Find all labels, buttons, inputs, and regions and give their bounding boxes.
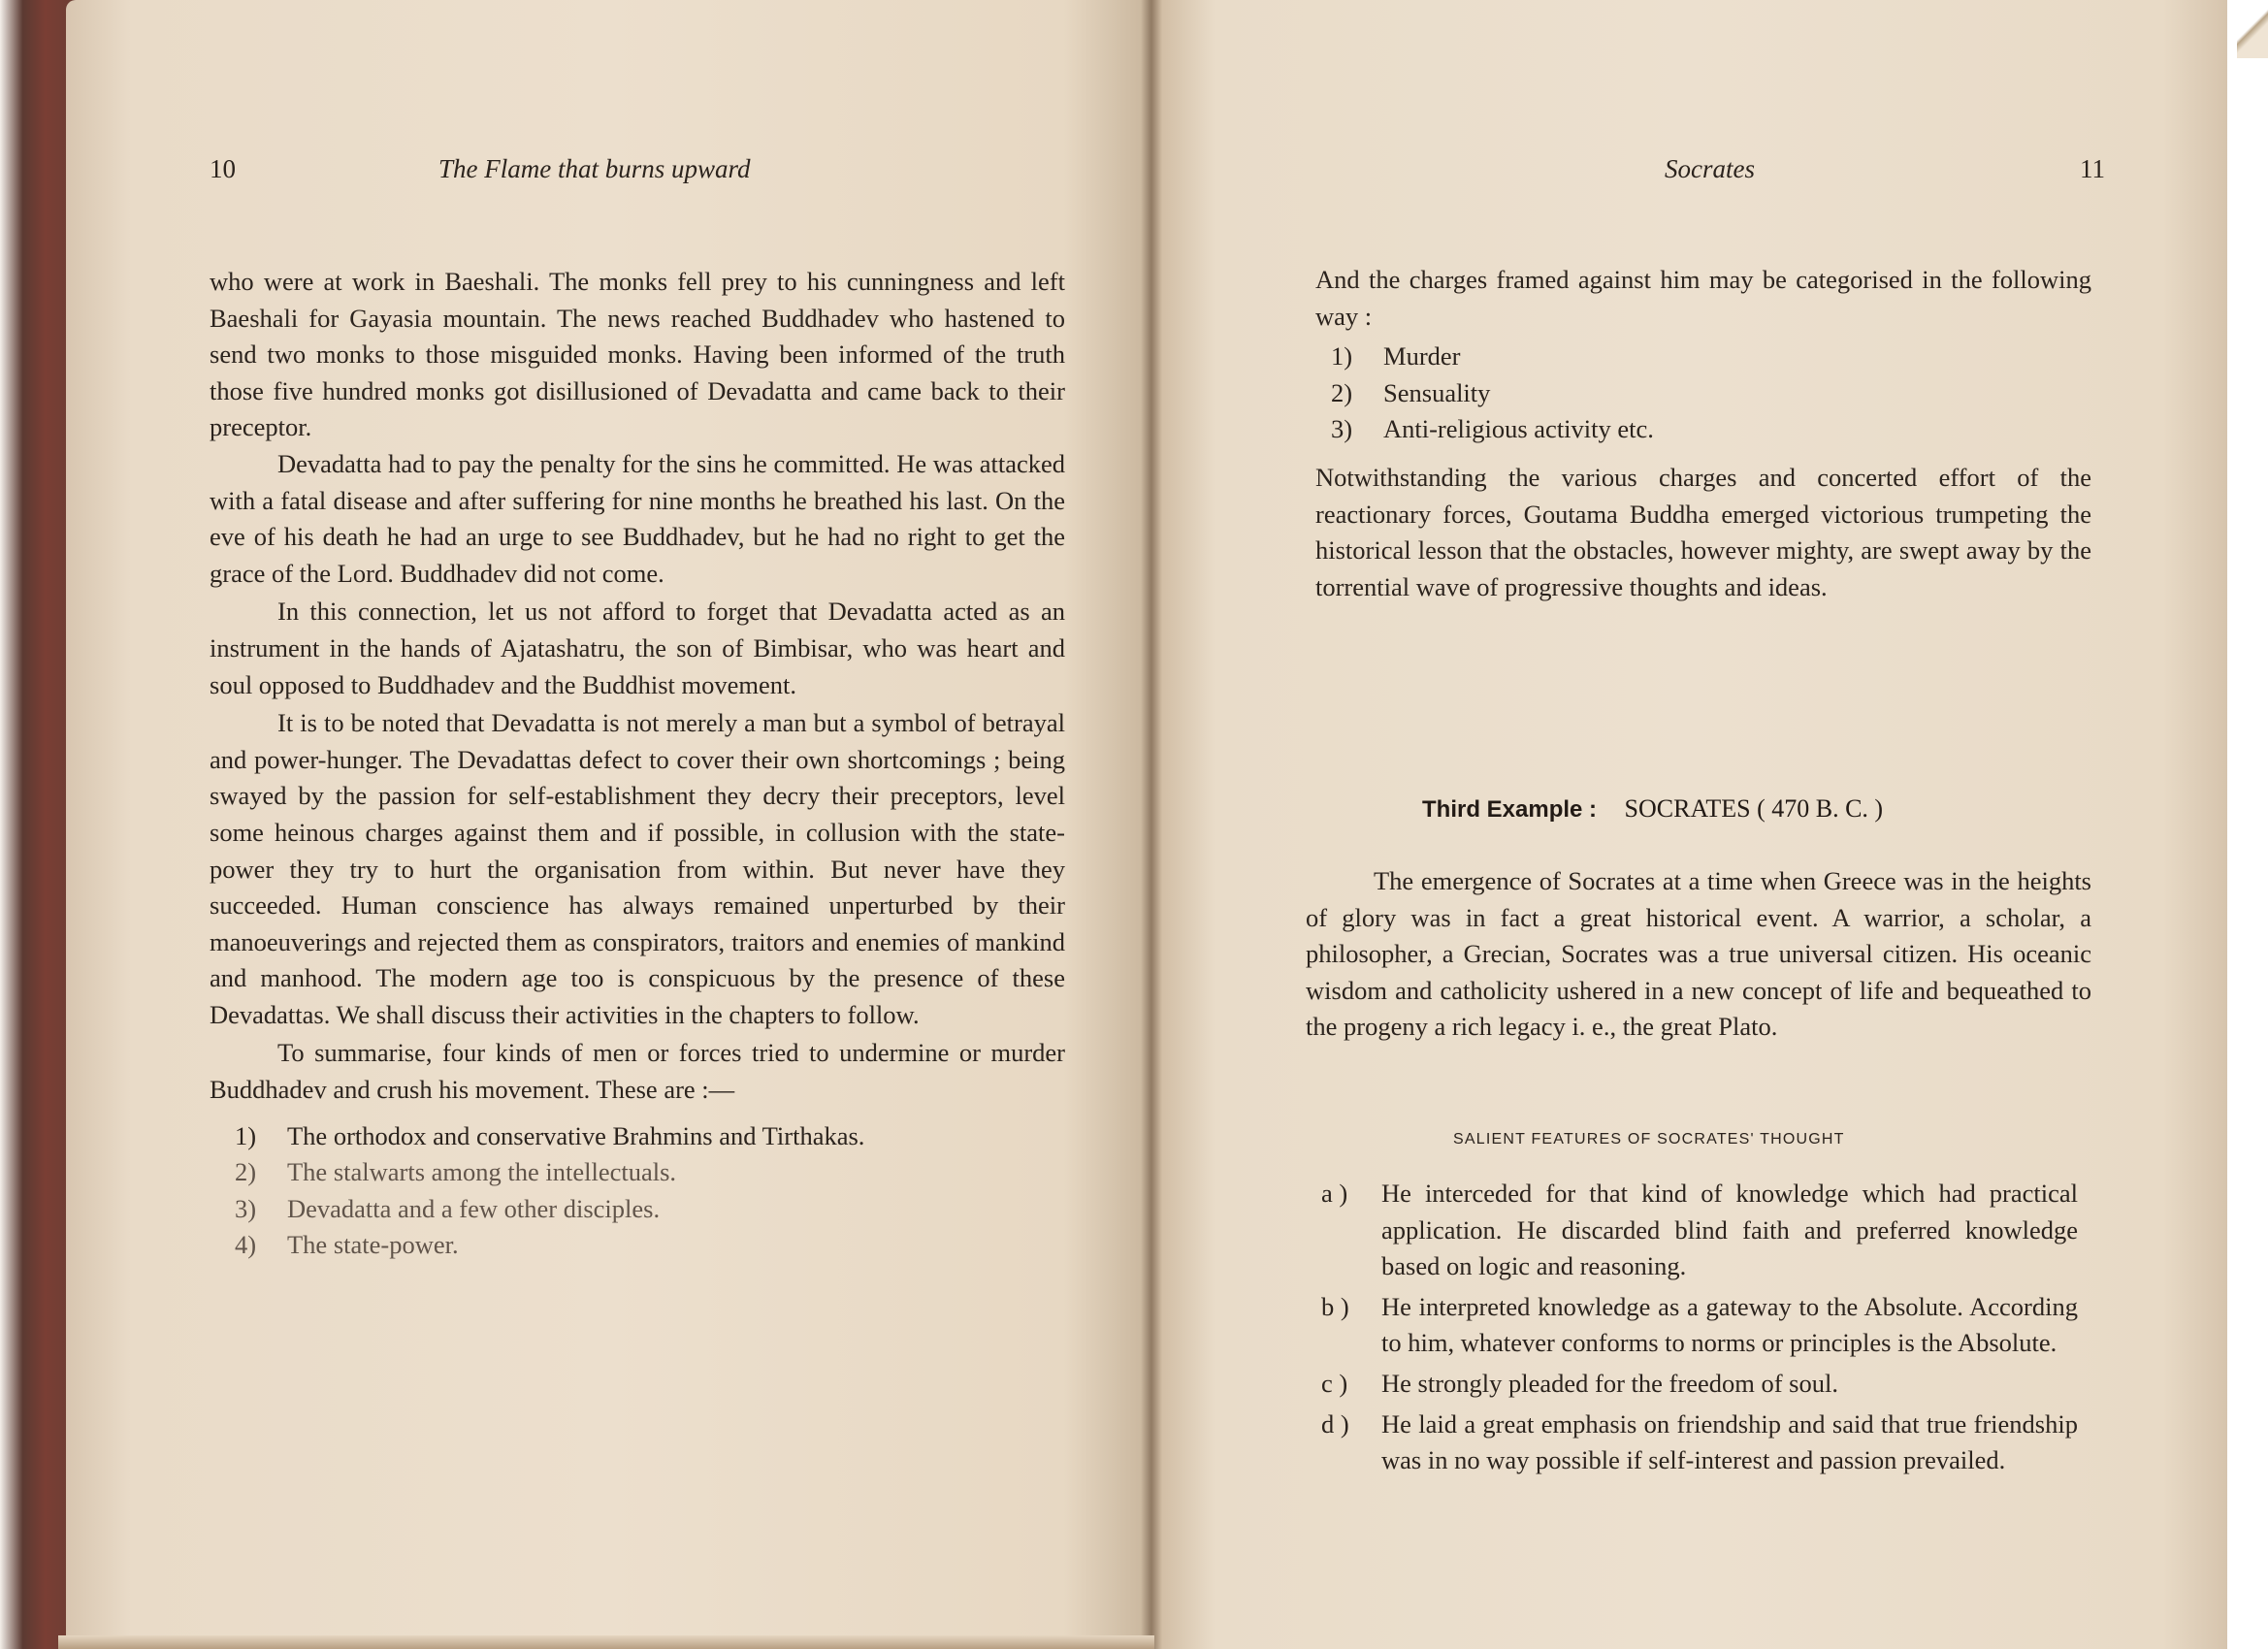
charges-list — [1315, 339, 2091, 448]
paragraph: In this connection, let us not afford to forget that Devadatta acted as an instrument in the hands of Ajatashatru, the son of Bimbisar, who was heart and soul opposed to Buddhadev and the Buddhist movement. — [210, 597, 1065, 699]
page-corner-fold — [2237, 0, 2268, 58]
list-text: He strongly pleaded for the freedom of soul. — [1381, 1368, 1838, 1398]
paragraph: who were at work in Baeshali. The monks fell prey to his cunningness and left Baeshali for Gayasia mountain. The news reached Buddhadev who hastened to send two monks to those misguided monks. Having been informed of the truth those five hundred monks got disillusioned of Devadatta and came back to their preceptor. — [210, 267, 1065, 442]
right-page — [1150, 0, 2227, 1649]
list-number: 2) — [235, 1157, 257, 1187]
list-item — [1321, 1289, 2078, 1362]
features-body — [1321, 1176, 2078, 1479]
list-text: Sensuality — [1383, 377, 1491, 407]
page-bottom-edge — [58, 1635, 1154, 1649]
list-item — [1321, 1406, 2078, 1479]
list-letter: d ) — [1321, 1408, 1349, 1439]
list-number: 4) — [235, 1230, 257, 1260]
features-list — [1321, 1176, 2078, 1479]
list-text: Anti-religious activity etc. — [1383, 414, 1654, 444]
right-page-number: 11 — [2080, 154, 2105, 183]
right-running-title: Socrates — [1665, 154, 1755, 183]
list-item — [1331, 411, 2091, 448]
list-number: 3) — [1331, 414, 1353, 444]
paragraph: And the charges framed against him may be categorised in the following way : — [1315, 265, 2091, 331]
list-number: 2) — [1331, 377, 1353, 407]
left-page-number: 10 — [210, 154, 236, 183]
list-item — [1321, 1366, 2078, 1403]
list-item — [1331, 339, 2091, 375]
paragraph: The emergence of Socrates at a time when Greece was in the heights of glory was in fact a great historical event. A warrior, a scholar, a philosopher, a Grecian, Socrates was a true universal citizen. His oceanic wisdom and catholicity ushered in a new concept of life and bequeathed to the progeny a rich legacy i. e., the great Plato. — [1306, 866, 2091, 1042]
list-number: 3) — [235, 1193, 257, 1223]
list-number: 1) — [235, 1120, 257, 1150]
features-heading: SALIENT FEATURES OF SOCRATES' THOUGHT — [1453, 1131, 1845, 1148]
list-text: He interceded for that kind of knowledge which had practical application. He discarded blind faith and preferred knowledge based on logic and reasoning. — [1381, 1179, 2078, 1281]
list-letter: b ) — [1321, 1291, 1349, 1321]
paragraph: Devadatta had to pay the penalty for the sins he committed. He was attacked with a fatal disease and after suffering for nine months he breathed his last. On the eve of his death he had an urge to see Buddhadev, but he had no right to get the grace of the Lord. Buddhadev did not come. — [210, 448, 1065, 588]
list-text: He laid a great emphasis on friendship and said that true friendship was in no way possible if self-interest and passion prevailed. — [1381, 1408, 2078, 1475]
list-item — [235, 1118, 1065, 1155]
paragraph: It is to be noted that Devadatta is not merely a man but a symbol of betrayal and power-hunger. The Devadattas defect to cover their own shortcomings ; being swayed by the passion for self-establishment they decry their preceptors, level some heinous charges against them and if possible, in collusion with the state-power they try to hurt the organisation from within. But never have they succeeded. Human conscience has always remained unperturbed by their manoeuverings and rejected them as conspirators, traitors and enemies of mankind and manhood. The modern age too is conspicuous by the presence of these Devadattas. We shall discuss their activities in the chapters to follow. — [210, 708, 1065, 1029]
list-text: The stalwarts among the intellectuals. — [287, 1157, 677, 1187]
list-item — [235, 1191, 1065, 1228]
section-heading — [1422, 793, 1883, 825]
right-top-body — [1315, 262, 2091, 605]
paragraph: To summarise, four kinds of men or forces tried to undermine or murder Buddhadev and crush his movement. These are :— — [210, 1038, 1065, 1105]
book-gutter — [1141, 0, 1162, 1649]
section-label: Third Example : — [1422, 796, 1598, 823]
left-running-title: The Flame that burns upward — [438, 154, 751, 183]
book-cover-edge — [0, 0, 76, 1649]
list-item — [1331, 375, 2091, 412]
summary-list — [210, 1118, 1065, 1264]
left-body — [210, 264, 1065, 1264]
list-item — [235, 1227, 1065, 1264]
list-text: The state-power. — [287, 1230, 459, 1260]
list-text: Devadatta and a few other disciples. — [287, 1193, 661, 1223]
list-item — [1321, 1176, 2078, 1285]
left-page — [66, 0, 1150, 1649]
list-text: Murder — [1383, 341, 1461, 372]
socrates-body — [1306, 863, 2091, 1046]
section-title: SOCRATES ( 470 B. C. ) — [1624, 794, 1884, 823]
list-letter: a ) — [1321, 1179, 1348, 1208]
paragraph: Notwithstanding the various charges and concerted effort of the reactionary forces, Goutama Buddha emerged victorious trumpeting the historical lesson that the obstacles, however mighty, are swept away by the torrential wave of progressive thoughts and ideas. — [1315, 462, 2091, 601]
list-item — [235, 1154, 1065, 1191]
list-text: The orthodox and conservative Brahmins and Tirthakas. — [287, 1120, 865, 1150]
list-text: He interpreted knowledge as a gateway to the Absolute. According to him, whatever conforms to norms or principles is the Absolute. — [1381, 1291, 2078, 1358]
list-letter: c ) — [1321, 1368, 1348, 1398]
list-number: 1) — [1331, 341, 1353, 372]
